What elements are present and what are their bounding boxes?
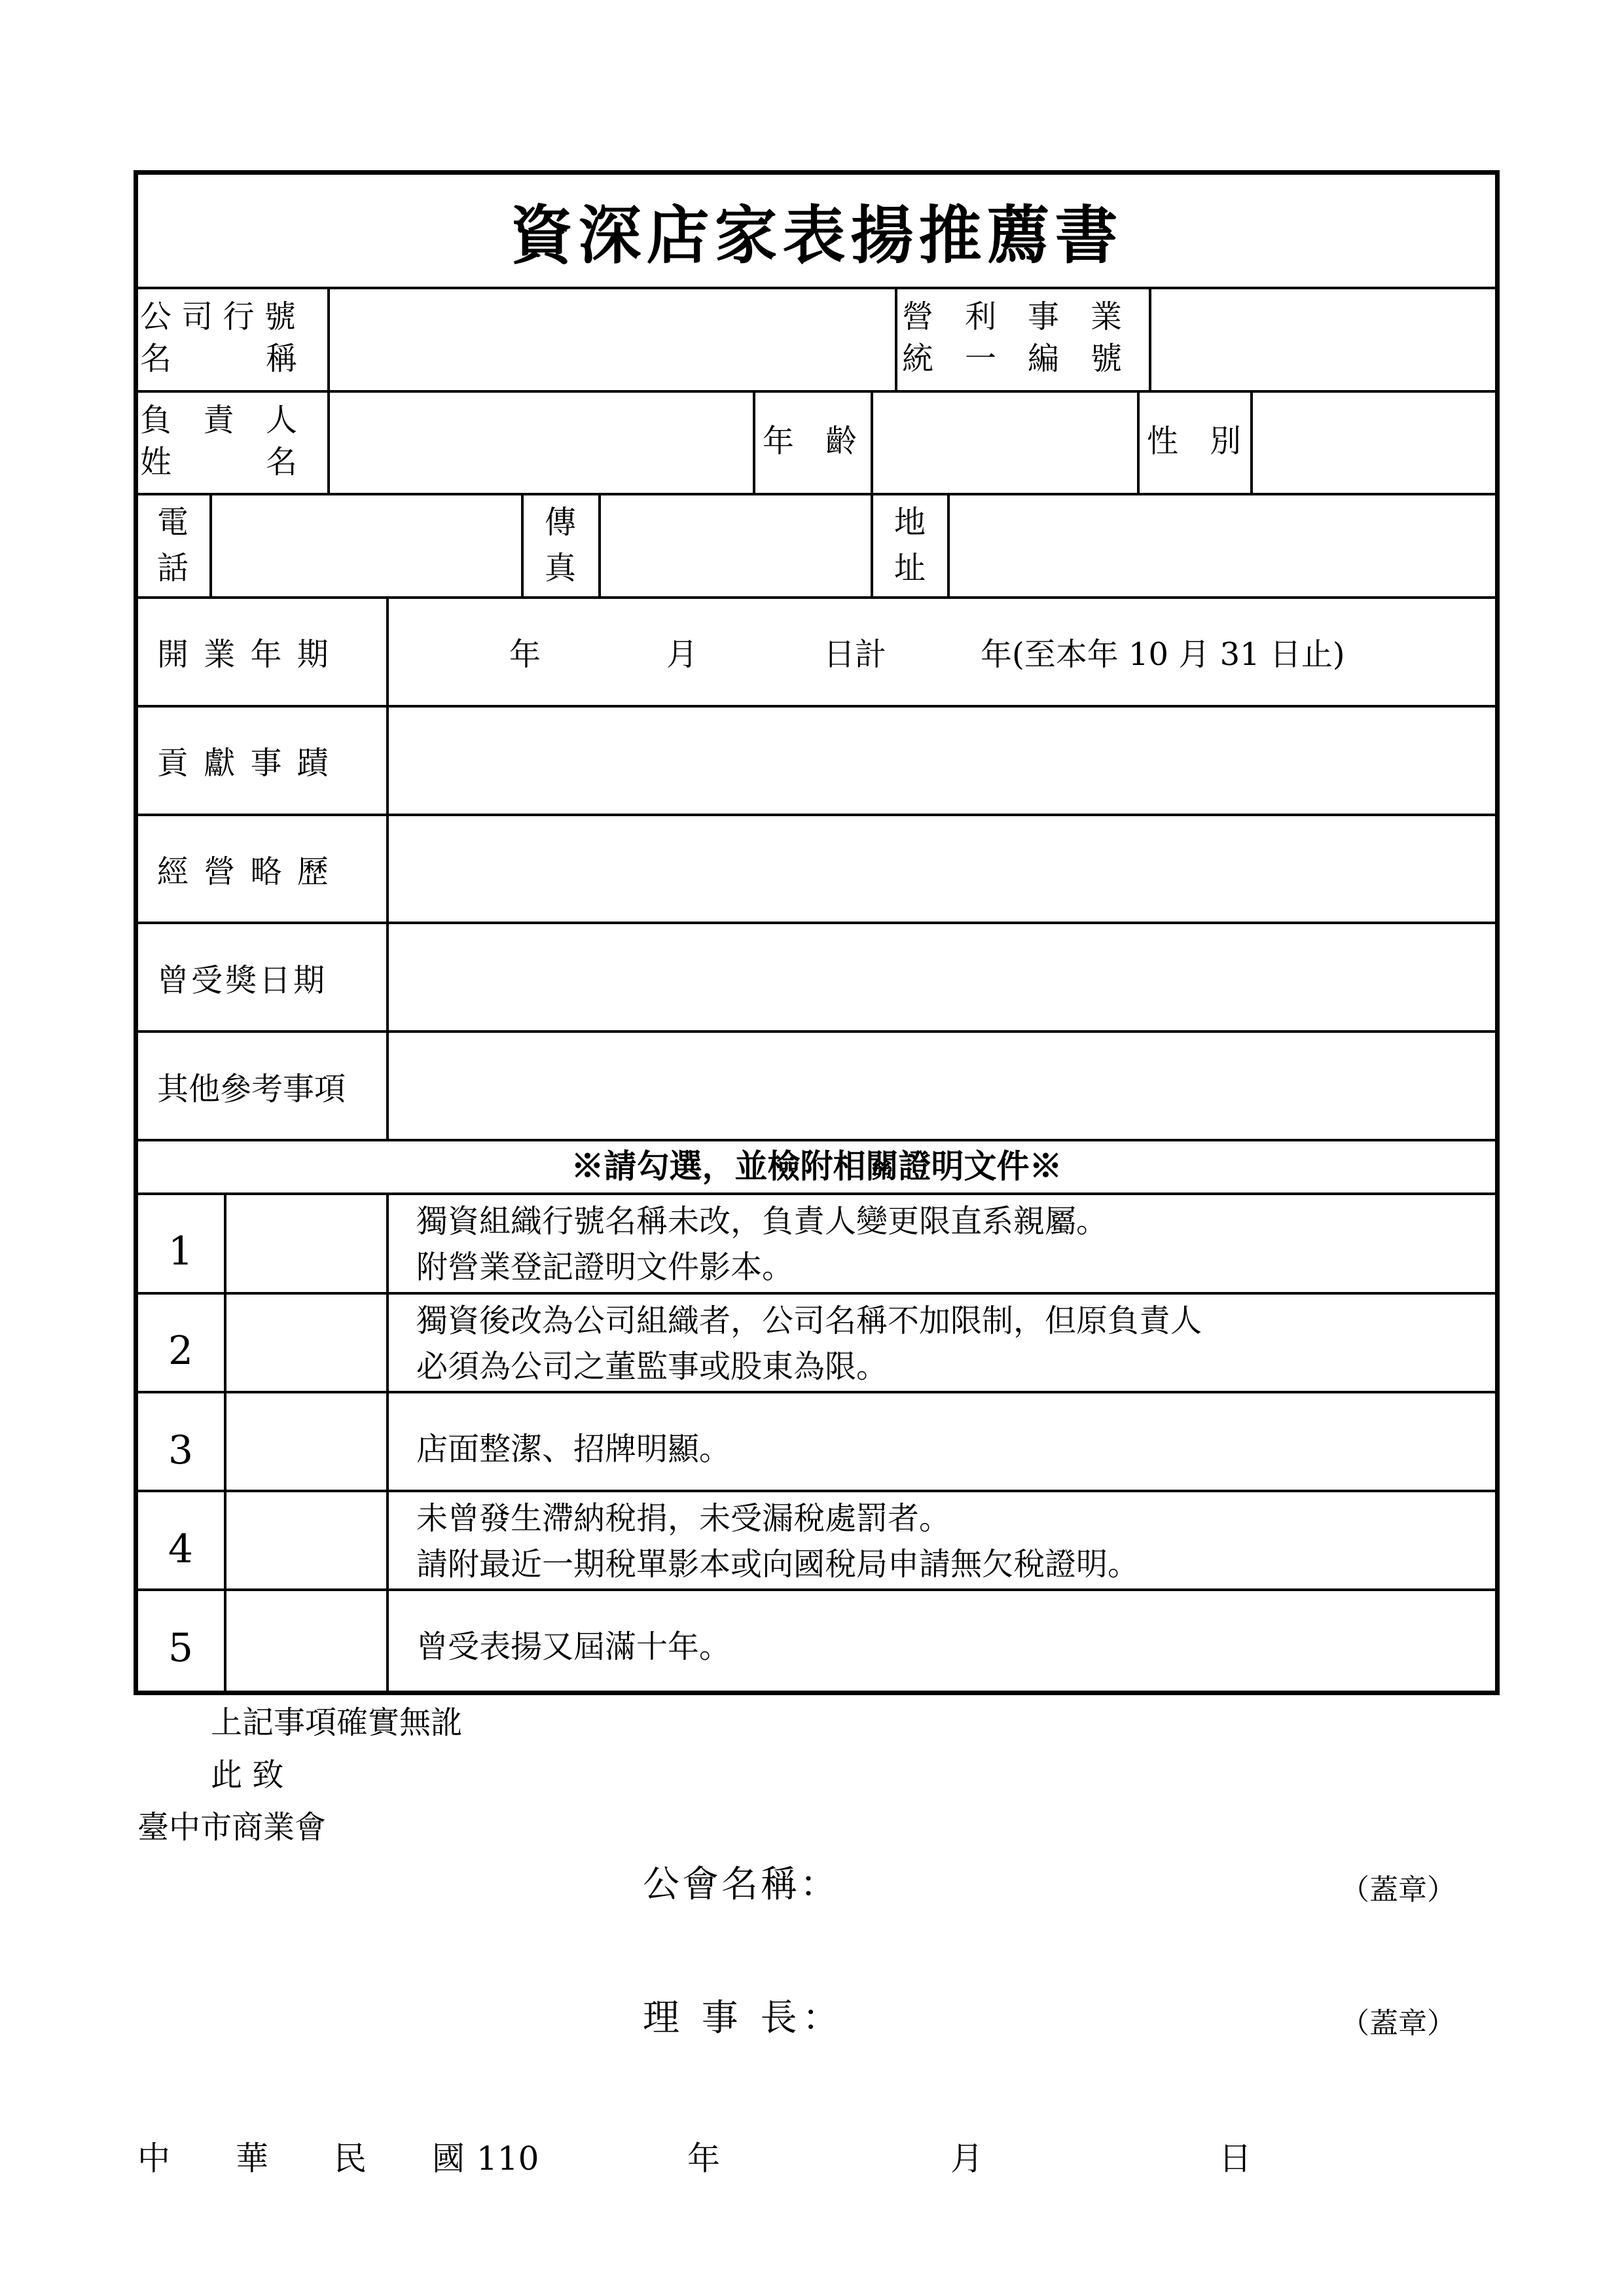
award-dates-label: 曾受獎日期 — [157, 962, 328, 999]
tax-id-label-1: 營 利 事 業 — [902, 298, 1123, 335]
col-divider — [327, 287, 330, 390]
col-divider — [224, 1193, 226, 1692]
gender-label: 性 別 — [1147, 423, 1242, 459]
chairman-label: 理 事 長： — [643, 1997, 844, 2039]
col-divider — [895, 287, 897, 390]
tax-id-label-2: 統 一 編 號 — [902, 340, 1123, 377]
fax-label-2: 真 — [545, 550, 577, 586]
col-divider — [947, 493, 950, 596]
item-checkbox[interactable] — [229, 1297, 384, 1388]
row-divider — [135, 1490, 1497, 1492]
opening-period-label: 開 業 年 期 — [157, 636, 331, 673]
certify-text: 上記事項確實無訛 — [211, 1704, 463, 1741]
col-divider — [386, 1193, 389, 1692]
chairman-field[interactable] — [857, 1992, 1329, 2045]
phone-label-2: 話 — [157, 550, 189, 586]
item-number: 5 — [168, 1625, 194, 1671]
owner-name-label-1: 負 責 人 — [140, 402, 298, 439]
other-notes-field[interactable] — [391, 1035, 1491, 1136]
address-label-2: 址 — [894, 550, 926, 586]
owner-name-label-2: 姓 名 — [140, 444, 298, 480]
row-divider — [135, 493, 1497, 495]
col-divider — [1137, 390, 1140, 493]
item-checkbox[interactable] — [229, 1396, 384, 1487]
seal-note: （蓋章） — [1341, 1873, 1456, 1907]
item-checkbox[interactable] — [229, 1594, 384, 1689]
tax-id-field[interactable] — [1154, 292, 1491, 387]
item-text-line1: 未曾發生滯納稅捐，未受漏稅處罰者。 — [416, 1500, 951, 1537]
col-divider — [327, 390, 330, 493]
age-field[interactable] — [876, 395, 1134, 490]
col-divider — [521, 493, 524, 596]
item-checkbox[interactable] — [229, 1495, 384, 1586]
item-text-line1: 店面整潔、招牌明顯。 — [416, 1431, 731, 1467]
col-divider — [1149, 287, 1151, 390]
item-text-line1: 獨資後改為公司組織者，公司名稱不加限制，但原負責人 — [416, 1302, 1202, 1339]
row-divider — [135, 390, 1497, 393]
item-number: 4 — [168, 1526, 194, 1572]
contributions-field[interactable] — [391, 710, 1491, 811]
col-divider — [753, 390, 755, 493]
date-month-label: 月 — [950, 2140, 983, 2178]
association-name-field[interactable] — [857, 1859, 1329, 1911]
row-divider — [135, 922, 1497, 924]
recipient-text: 臺中市商業會 — [137, 1809, 327, 1846]
row-divider — [135, 1030, 1497, 1033]
owner-name-field[interactable] — [333, 395, 750, 490]
item-checkbox[interactable] — [229, 1198, 384, 1289]
contributions-label: 貢 獻 事 蹟 — [157, 745, 331, 781]
company-name-field[interactable] — [333, 292, 892, 387]
row-divider — [135, 1193, 1497, 1195]
row-divider — [135, 705, 1497, 708]
regards-text: 此 致 — [211, 1757, 284, 1793]
row-divider — [135, 1588, 1497, 1591]
opening-period-value[interactable]: 年 月 日計 年(至本年 10 月 31 日止) — [509, 636, 1345, 673]
item-text-line2: 必須為公司之董監事或股東為限。 — [416, 1348, 888, 1385]
col-divider — [1250, 390, 1253, 493]
item-text-line2: 附營業登記證明文件影本。 — [416, 1249, 794, 1285]
item-number: 1 — [168, 1229, 194, 1274]
business-history-label: 經 營 略 歷 — [157, 853, 331, 890]
item-text-line1: 曾受表揚又屆滿十年。 — [416, 1628, 731, 1665]
form-title: 資深店家表揚推薦書 — [510, 198, 1123, 272]
item-number: 2 — [168, 1328, 194, 1374]
address-label-1: 地 — [894, 504, 926, 541]
phone-field[interactable] — [215, 498, 518, 594]
col-divider — [386, 596, 389, 1139]
col-divider — [871, 493, 873, 596]
date-label: 中 華 民 國 — [137, 2140, 465, 2178]
date-day-label: 日 — [1219, 2140, 1252, 2178]
row-divider — [135, 1391, 1497, 1393]
phone-label-1: 電 — [157, 504, 189, 541]
company-name-label-2: 名 稱 — [140, 340, 298, 377]
row-divider — [135, 1292, 1497, 1295]
date-year-label: 年 — [687, 2140, 720, 2178]
col-divider — [871, 390, 873, 493]
award-dates-field[interactable] — [391, 927, 1491, 1028]
address-field[interactable] — [952, 498, 1491, 594]
row-divider — [135, 596, 1497, 599]
fax-field[interactable] — [604, 498, 868, 594]
row-divider — [135, 1139, 1497, 1141]
company-name-label-1: 公 司 行 號 — [140, 298, 296, 335]
row-divider — [135, 814, 1497, 816]
age-label: 年 齡 — [763, 423, 857, 459]
gender-field[interactable] — [1255, 395, 1491, 490]
checklist-note: ※請勾選，並檢附相關證明文件※ — [571, 1147, 1062, 1185]
date-year-value[interactable]: 110 — [477, 2140, 539, 2178]
business-history-field[interactable] — [391, 819, 1491, 919]
col-divider — [598, 493, 601, 596]
col-divider — [209, 493, 212, 596]
item-number: 3 — [168, 1427, 194, 1473]
item-text-line1: 獨資組織行號名稱未改，負責人變更限直系親屬。 — [416, 1203, 1108, 1240]
item-text-line2: 請附最近一期稅單影本或向國稅局申請無欠稅證明。 — [416, 1546, 1140, 1583]
seal-note: （蓋章） — [1341, 2007, 1456, 2040]
row-divider — [135, 287, 1497, 289]
association-name-label: 公會名稱： — [643, 1863, 839, 1906]
fax-label-1: 傳 — [545, 504, 577, 541]
other-notes-label: 其他參考事項 — [157, 1071, 346, 1107]
